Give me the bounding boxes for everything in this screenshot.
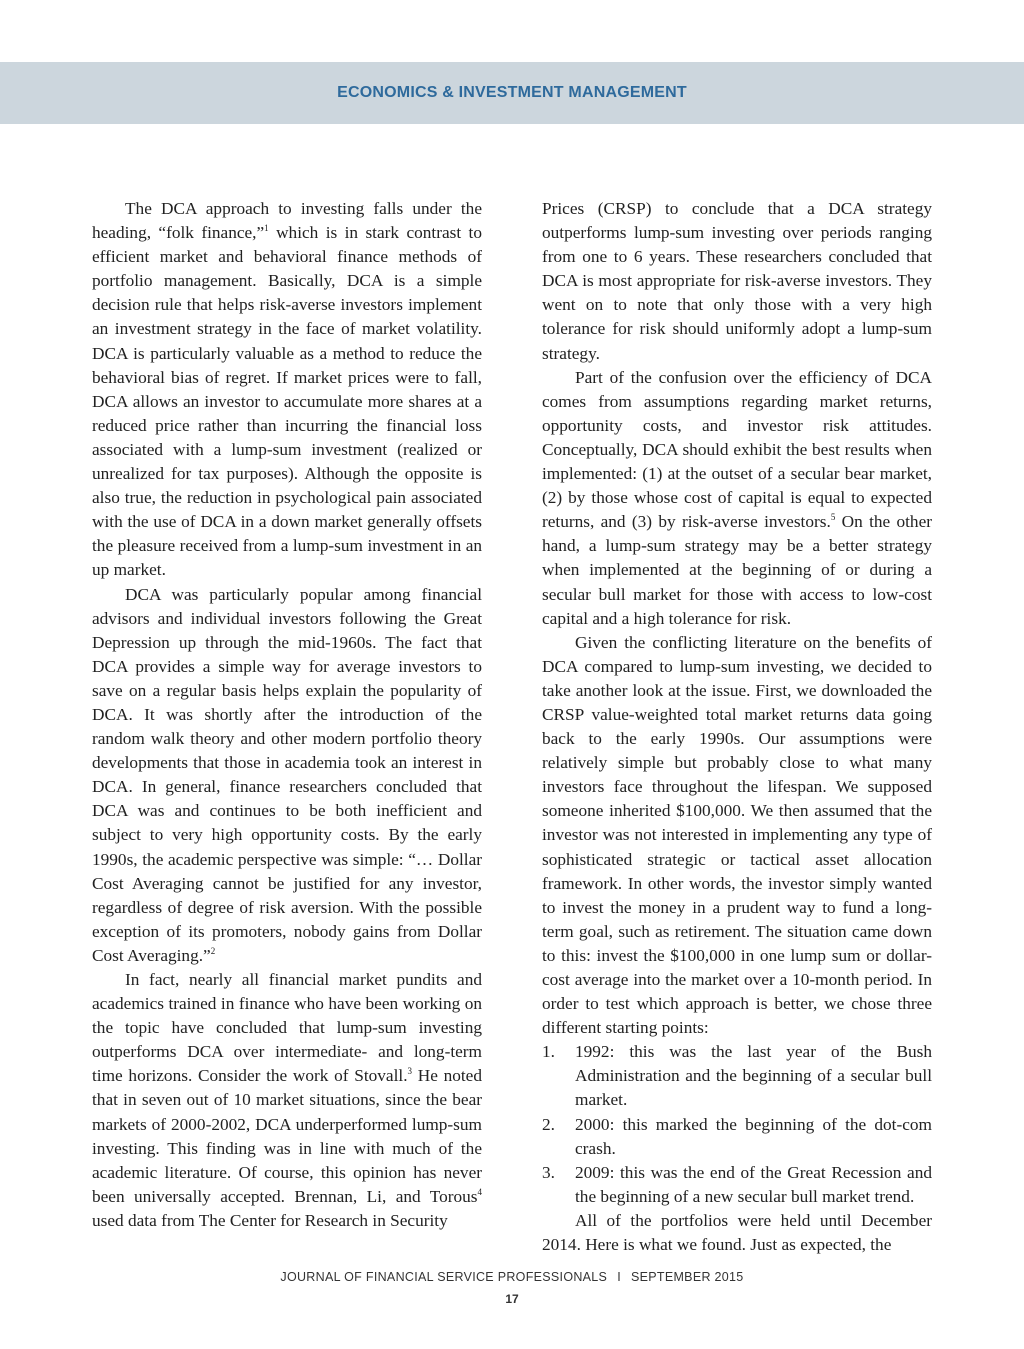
paragraph <box>92 968 482 1233</box>
left-column <box>92 197 482 1233</box>
paragraph: Prices (CRSP) to conclude that a DCA strategy outperforms lump-sum investing over periods ranging from one to 6 years. These researchers concluded that DCA is most appropriate for risk-averse investors. They went on to note that only those with a very high tolerance for risk should uniformly adopt a lump-sum strategy. <box>542 199 932 363</box>
footnote-ref: 4 <box>477 1187 482 1198</box>
paragraph-text: Part of the confusion over the efficiency of DCA comes from assumptions regarding market returns, opportunity costs, and investor risk attitudes. Conceptually, DCA should exhibit the best results when implemented: (1) at the outset of a secular bear market, (2) by those whose cost of capital is equal to expected returns, and (3) by risk-averse investors. <box>542 367 932 532</box>
issue-date: SEPTEMBER 2015 <box>630 1270 744 1284</box>
paragraph-text: The DCA approach to investing falls under the heading, “folk finance,” <box>92 199 482 243</box>
paragraph <box>92 197 482 583</box>
journal-name: JOURNAL OF FINANCIAL SERVICE PROFESSIONALS <box>280 1270 608 1284</box>
list-item <box>542 1161 932 1209</box>
paragraph: All of the portfolios were held until December 2014. Here is what we found. Just as expected, the <box>542 1210 932 1255</box>
paragraph-text: DCA was particularly popular among financial advisors and individual investors following the Great Depression up through the mid-1960s. The fact that DCA provides a simple way for average investors to save on a regular basis helps explain the popularity of DCA. It was shortly after the introduction of the random walk theory and other modern portfolio theory developments that those in academia took an interest in DCA. In general, finance researchers concluded that DCA was and continues to be both inefficient and subject to very high opportunity costs. By the early 1990s, the academic perspective was simple: “… Dollar Cost Averaging cannot be justified for any investor, regardless of degree of risk aversion. With the possible exception of its promoters, nobody gains from Dollar Cost Averaging.” <box>92 584 482 965</box>
paragraph: Given the conflicting literature on the benefits of DCA compared to lump-sum investing, we decided to take another look at the issue. First, we downloaded the CRSP value-weighted total market returns data going back to the early 1990s. Our assumptions were relatively simple but probably close to what many investors face throughout the lifespan. We supposed someone inherited $100,000. We then assumed that the investor was not interested in implementing any type of sophisticated strategic or tactical asset allocation framework. In other words, the investor simply wanted to invest the money in a prudent way to fund a long-term goal, such as retirement. The situation came down to this: invest the $100,000 in one lump sum or dollar-cost average into the market over a 10-month period. In order to test which approach is better, we chose three different starting points: <box>542 632 932 1038</box>
footnote-ref: 1 <box>264 223 269 234</box>
list-number: 1. <box>542 1042 555 1062</box>
paragraph-text: which is in stark contrast to efficient market and behavioral finance methods of portfolio management. Basically, DCA is a simple decision rule that helps risk-averse investors implement an investment strategy in the face of market volatility. DCA is particularly valuable as a method to reduce the behavioral bias of regret. If market prices were to fall, DCA allows an investor to accumulate more shares at a reduced price rather than incurring the financial loss associated with a lump-sum investment (realized or unrealized for tax purposes). Although the opposite is also true, the reduction in psychological pain associated with the use of DCA in a down market generally offsets the pleasure received from a lump-sum investment in an up market. <box>92 223 482 580</box>
paragraph-text: In fact, nearly all financial market pundits and academics trained in finance who have been working on the topic have concluded that lump-sum investing outperforms DCA over intermediate- and long-term time horizons. Consider the work of Stovall. <box>92 970 482 1086</box>
paragraph-text: used data from The Center for Research in Security <box>92 1210 448 1230</box>
list-item <box>542 1113 932 1161</box>
list-number: 2. <box>542 1114 555 1134</box>
list-number: 3. <box>542 1162 555 1182</box>
paragraph-text: He noted that in seven out of 10 market situations, since the bear markets of 2000-2002, DCA underperformed lump-sum investing. This finding was in line with much of the academic literature. Of course, this opinion has never been universally accepted. Brennan, Li, and Torous <box>92 1066 482 1206</box>
footnote-ref: 2 <box>210 946 216 957</box>
right-column <box>542 197 932 1257</box>
list-item-text: 2000: this marked the beginning of the dot-com crash. <box>575 1114 932 1158</box>
footnote-ref: 5 <box>830 512 836 523</box>
list-item <box>542 1040 932 1112</box>
page-number: 17 <box>505 1292 519 1306</box>
list-item-text: 2009: this was the end of the Great Recession and the beginning of a new secular bull market trend. <box>575 1162 932 1206</box>
footnote-ref: 3 <box>407 1066 413 1077</box>
list-item-text: 1992: this was the last year of the Bush Administration and the beginning of a secular bull market. <box>575 1042 932 1110</box>
section-header-band <box>0 62 1024 124</box>
footer-separator: I <box>617 1270 621 1284</box>
paragraph-text: On the other hand, a lump-sum strategy may be a better strategy when implemented at the beginning of or during a secular bull market for those with access to low-cost capital and a high tolerance for risk. <box>542 512 933 628</box>
paragraph <box>542 366 932 631</box>
starting-points-list <box>542 1040 932 1209</box>
section-title: ECONOMICS & INVESTMENT MANAGEMENT <box>337 84 687 101</box>
footer-journal-line <box>0 1270 1024 1284</box>
paragraph <box>92 583 482 969</box>
